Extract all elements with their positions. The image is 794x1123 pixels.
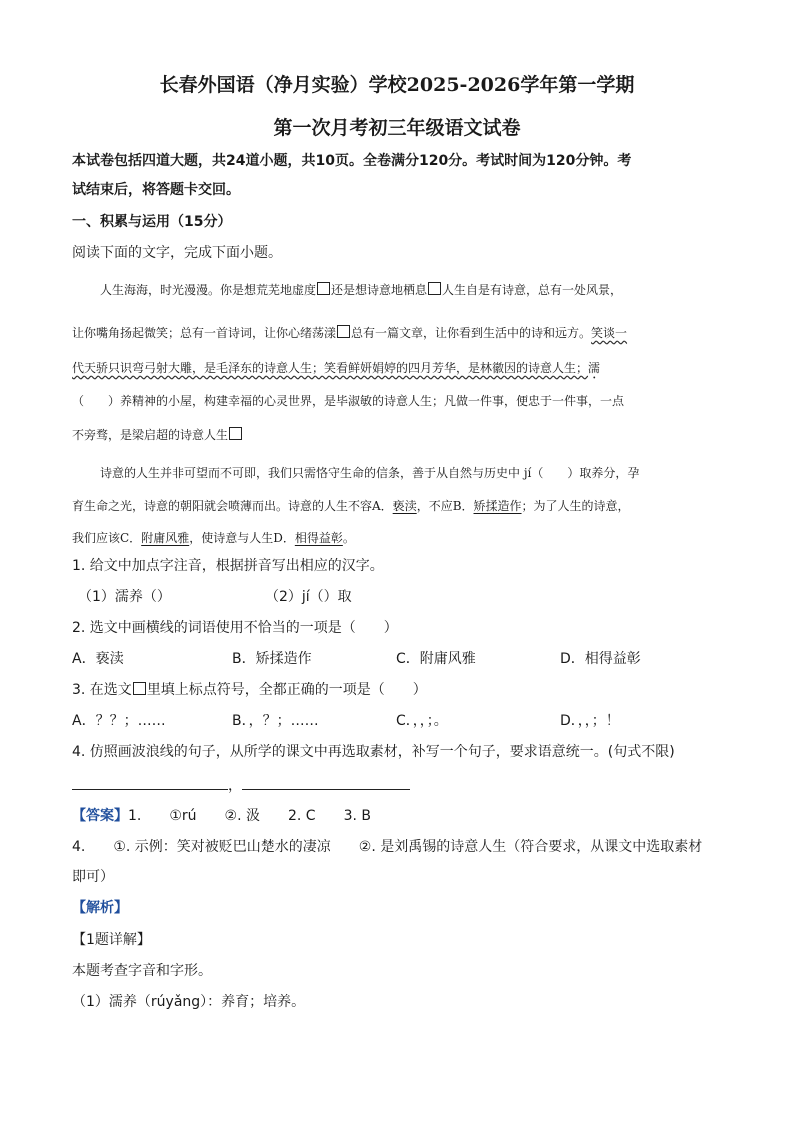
question-2-option-c: C．附庸风雅 [396, 651, 476, 667]
question-2-option-d: D．相得益彰 [560, 651, 641, 667]
answer-label: 【答案】 [72, 808, 128, 824]
passage-p1-line1 [100, 280, 622, 300]
punctuation-box [428, 282, 441, 295]
dotted-character: 濡 [588, 361, 601, 375]
exam-title-line1: 长春外国语（净月实验）学校2025-2026学年第一学期 [159, 74, 635, 96]
underlined-word: 相得益彰 [294, 531, 343, 545]
question-3-option-b: B．，？；…… [232, 713, 319, 729]
analysis-label: 【解析】 [72, 900, 128, 916]
blank-separator: ， [228, 778, 242, 794]
passage-p1-line4: （ ）养精神的小屋，构建幸福的心灵世界，是毕淑敏的诗意人生；凡做一件事，便忠于一件事，一点 [72, 394, 625, 408]
answer-text: 1. ①rú ②. 汲 2. C 3. B [128, 808, 371, 824]
question-2: 2. 选文中画横线的词语使用不恰当的一项是（ ） [72, 620, 398, 636]
question-text: 3. 在选文 [72, 682, 132, 698]
question-3-option-a: A．？？；…… [72, 713, 166, 729]
analysis-line2: （1）濡养（rúyǎng）：养育；培养。 [72, 994, 306, 1010]
question-3 [72, 680, 427, 700]
passage-p1-line2 [72, 323, 627, 343]
passage-p1-line5 [72, 425, 243, 445]
exam-title-line2: 第一次月考初三年级语文试卷 [273, 117, 521, 139]
passage-text: 不旁骛，是梁启超的诗意人生 [72, 428, 229, 442]
passage-p2-line1: 诗意的人生并非可望而不可即，我们只需恪守生命的信条，善于从自然与历史中 jí（ ）取养分，孕 [100, 466, 640, 480]
passage-text: 让你嘴角扬起微笑；总有一首诗词，让你心绪荡漾 [72, 326, 337, 340]
question-2-option-b: B．矫揉造作 [232, 651, 312, 667]
analysis-line1: 本题考查字音和字形。 [72, 963, 212, 979]
passage-text: ，使诗意与人生D． [189, 531, 295, 545]
underlined-word: 亵渎 [392, 499, 417, 513]
punctuation-box [229, 427, 242, 440]
analysis-subheading: 【1题详解】 [72, 932, 151, 948]
question-1-part2: （2）jí（）取 [265, 589, 352, 605]
underlined-word: 矫揉造作 [473, 499, 522, 513]
question-4-answer-blanks [72, 775, 410, 796]
passage-text: 我们应该C． [72, 531, 142, 545]
passage-p2-line2 [72, 496, 630, 516]
section-heading: 一、积累与运用（15分） [72, 214, 232, 230]
section-instruction: 阅读下面的文字，完成下面小题。 [72, 245, 282, 261]
question-4: 4. 仿照画波浪线的句子，从所学的课文中再选取素材，补写一个句子，要求语意统一。(句式不限) [72, 744, 675, 760]
punctuation-box [317, 282, 330, 295]
passage-p2-line3 [72, 528, 355, 548]
answer-line2: 4. ①. 示例：笑对被贬巴山楚水的凄凉 ②. 是刘禹锡的诗意人生（符合要求，从课文中选取素材 [72, 839, 703, 855]
passage-text: 还是想诗意地栖息 [331, 283, 428, 297]
wavy-underlined-text: 代天骄只识弯弓射大雕，是毛泽东的诗意人生；笑看鲜妍娟婷的四月芳华，是林徽因的诗意人生； [72, 361, 589, 375]
answer-blank[interactable] [72, 775, 228, 790]
answer-line1 [72, 806, 371, 826]
question-1: 1. 给文中加点字注音，根据拼音写出相应的汉字。 [72, 558, 384, 574]
underlined-word: 附庸风雅 [141, 531, 190, 545]
passage-text: 育生命之光，诗意的朝阳就会喷薄而出。诗意的人生不容A． [72, 499, 393, 513]
passage-text: ；为了人生的诗意， [521, 499, 630, 513]
intro-line1: 本试卷包括四道大题，共24道小题，共10页。全卷满分120分。考试时间为120分钟。考 [72, 153, 632, 169]
intro-line2: 试结束后，将答题卡交回。 [72, 182, 240, 198]
answer-line3: 即可） [72, 869, 114, 885]
passage-p1-line3 [72, 358, 600, 382]
question-3-option-c: C．，，；。 [396, 713, 448, 729]
question-3-option-d: D．，，；！ [560, 713, 620, 729]
punctuation-box [133, 682, 146, 695]
passage-text: 人生自是有诗意，总有一处风景， [442, 283, 623, 297]
passage-text: 总有一篇文章，让你看到生活中的诗和远方。 [351, 326, 592, 340]
question-2-option-a: A．亵渎 [72, 651, 124, 667]
question-text: 里填上标点符号，全都正确的一项是（ ） [146, 682, 427, 698]
answer-blank[interactable] [242, 775, 410, 790]
passage-text: ，不应B． [416, 499, 474, 513]
passage-text: 。 [342, 531, 355, 545]
wavy-underlined-text: 笑谈一 [591, 326, 628, 340]
question-1-part1: （1）濡养（） [78, 589, 171, 605]
punctuation-box [337, 325, 350, 338]
passage-text: 人生海海，时光漫漫。你是想荒芜地虚度 [100, 283, 317, 297]
